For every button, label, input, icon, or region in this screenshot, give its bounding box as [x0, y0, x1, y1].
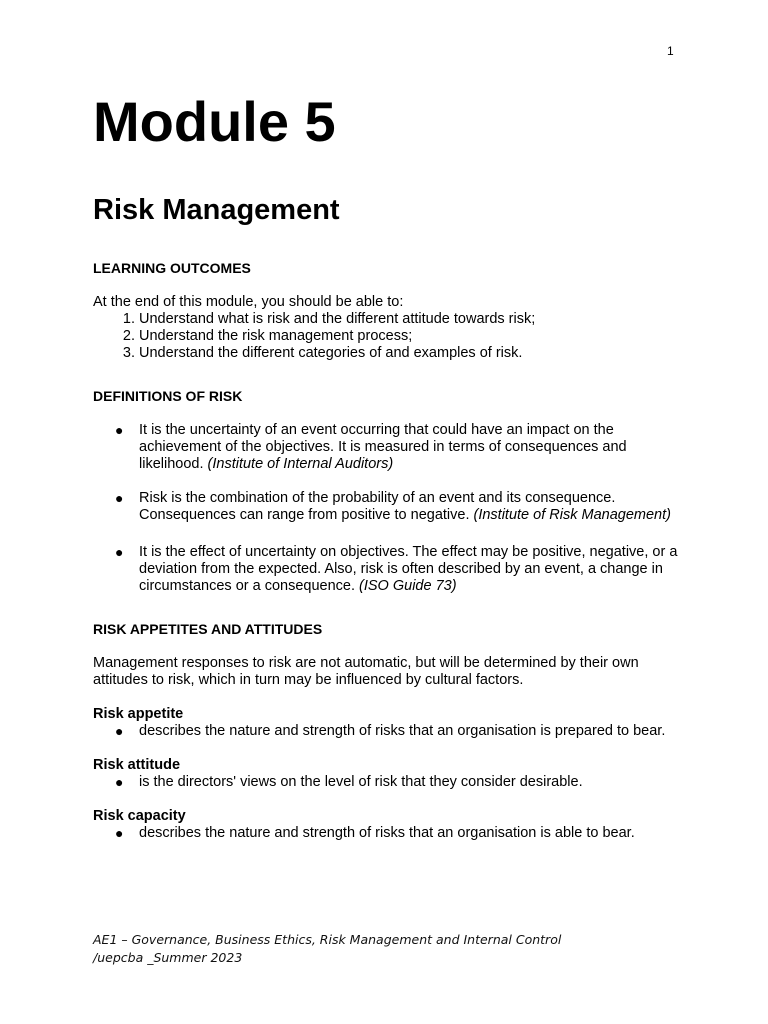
definition-item: [115, 490, 683, 524]
page-number: 1: [667, 44, 674, 58]
document-body: [93, 260, 683, 842]
risk-capacity-list: [93, 825, 683, 842]
definitions-list: [93, 422, 683, 473]
term-description-text: describes the nature and strength of risks that an organisation is prepared to bear.: [139, 723, 666, 739]
risk-attitude-term: Risk attitude: [93, 757, 181, 773]
appetites-intro: Management responses to risk are not automatic, but will be determined by their own attitudes to risk, which in turn may be influenced by cultural factors.: [93, 655, 639, 688]
risk-appetite-list: [93, 723, 683, 740]
learning-outcomes-intro: At the end of this module, you should be able to:: [93, 294, 404, 310]
appetites-heading: RISK APPETITES AND ATTITUDES: [93, 621, 323, 637]
bullet-icon: ●: [115, 490, 124, 506]
bullet-icon: ●: [115, 774, 124, 790]
learning-outcome-item: 3. Understand the different categories of and examples of risk.: [139, 345, 683, 362]
risk-capacity-term: Risk capacity: [93, 808, 186, 824]
definition-source: (Institute of Risk Management): [473, 507, 671, 523]
module-subtitle: Risk Management: [93, 194, 340, 226]
bullet-icon: ●: [115, 825, 124, 841]
term-description: [115, 774, 683, 791]
definition-text: Risk is the combination of the probability of an event and its consequence. Consequences can range from positive to negative.: [139, 490, 616, 523]
definition-source: (Institute of Internal Auditors): [207, 456, 394, 472]
definition-item: [115, 422, 683, 473]
module-title: Module 5: [93, 90, 336, 153]
definitions-list: [93, 544, 683, 595]
term-description: [115, 723, 683, 740]
term-description-text: is the directors' views on the level of risk that they consider desirable.: [139, 774, 583, 790]
definition-source: (ISO Guide 73): [359, 578, 457, 594]
footer-course-line: AE1 – Governance, Business Ethics, Risk Management and Internal Control: [93, 932, 562, 947]
learning-outcome-item: 1. Understand what is risk and the different attitude towards risk;: [139, 311, 683, 328]
bullet-icon: ●: [115, 723, 124, 739]
definitions-list: [93, 490, 683, 524]
definition-text: It is the effect of uncertainty on objectives. The effect may be positive, negative, or a deviation from the expected. Also, risk is often described by an event, a change in circumstances or a consequence.: [139, 544, 678, 594]
term-description-text: describes the nature and strength of risks that an organisation is able to bear.: [139, 825, 635, 841]
learning-outcome-item: 2. Understand the risk management process;: [139, 328, 683, 345]
definitions-heading: DEFINITIONS OF RISK: [93, 388, 243, 404]
definition-item: [115, 544, 683, 595]
footer-term-line: /uepcba _Summer 2023: [93, 950, 243, 965]
bullet-icon: ●: [115, 422, 124, 438]
page-footer: [93, 931, 561, 967]
definition-text: It is the uncertainty of an event occurring that could have an impact on the achievement of the objectives. It is measured in terms of consequences and likelihood.: [139, 422, 627, 472]
learning-outcomes-heading: LEARNING OUTCOMES: [93, 260, 251, 276]
bullet-icon: ●: [115, 544, 124, 560]
learning-outcomes-list: [93, 311, 683, 362]
risk-attitude-list: [93, 774, 683, 791]
risk-appetite-term: Risk appetite: [93, 706, 184, 722]
term-description: [115, 825, 683, 842]
